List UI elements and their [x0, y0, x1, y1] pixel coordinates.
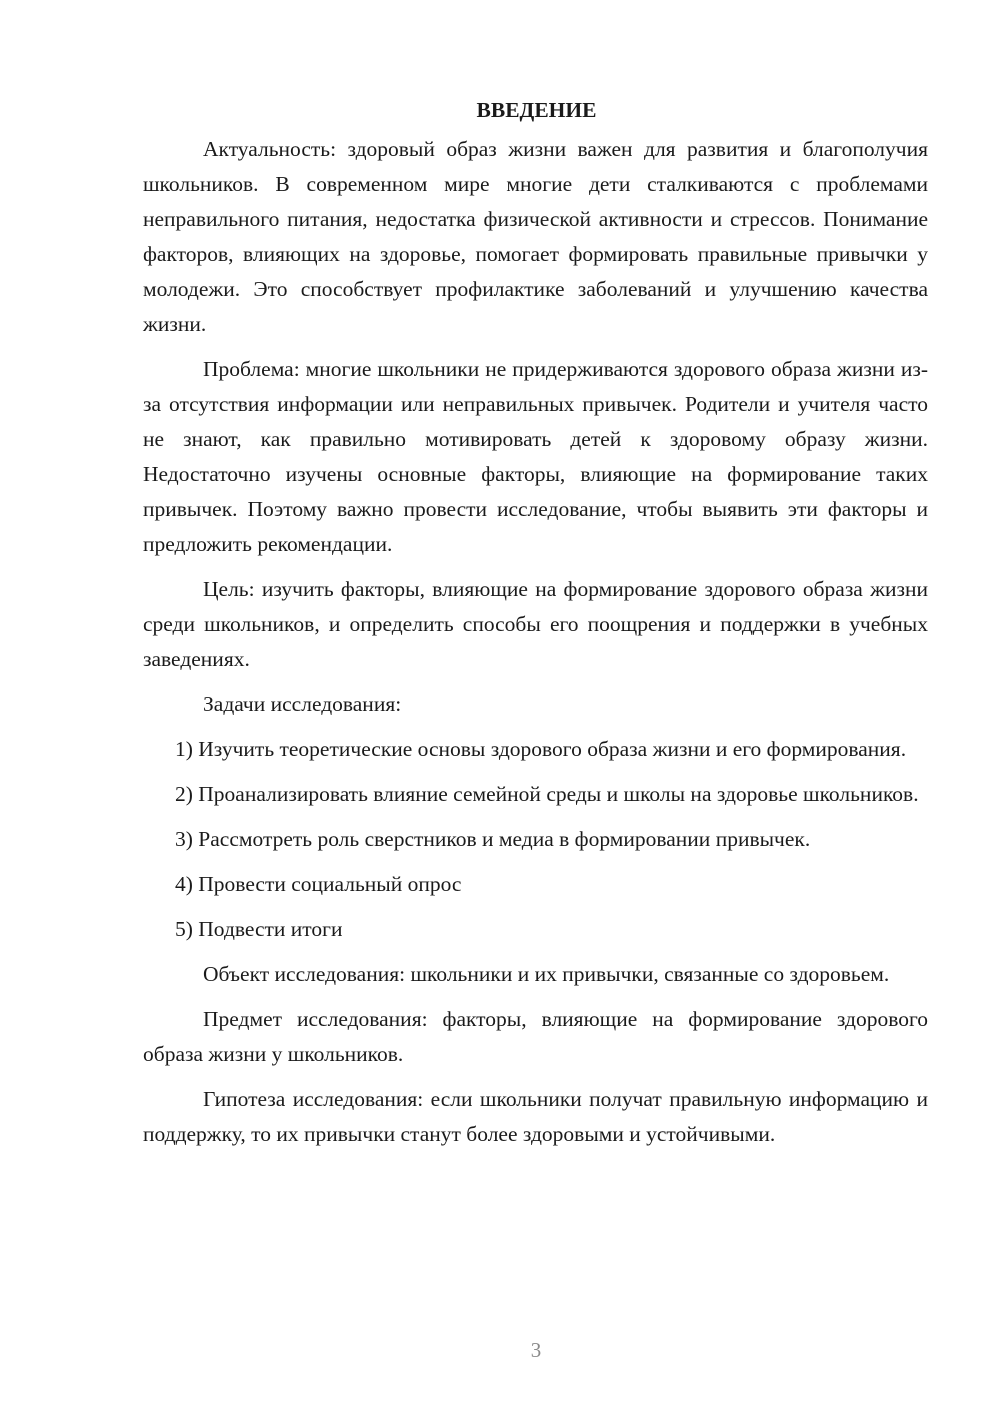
problem-paragraph: Проблема: многие школьники не придерживаются здорового образа жизни из-за отсутствия информации или неправильных привычек. Родители и учителя часто не знают, как правильно мотивировать детей к здоровому образу жизни. Недостаточно изучены основные факторы, влияющие на формирование таких привычек. Поэтому важно провести исследование, чтобы выявить эти факторы и предложить рекомендации. — [143, 357, 928, 556]
hypothesis-paragraph: Гипотеза исследования: если школьники получат правильную информацию и поддержку, то их привычки станут более здоровыми и устойчивыми. — [143, 1087, 928, 1146]
task-item-4: 4) Провести социальный опрос — [175, 872, 462, 896]
task-item-5: 5) Подвести итоги — [175, 917, 343, 941]
object-paragraph: Объект исследования: школьники и их привычки, связанные со здоровьем. — [203, 962, 890, 986]
tasks-heading: Задачи исследования: — [203, 692, 402, 716]
page-number: 3 — [530, 1338, 542, 1362]
relevance-paragraph: Актуальность: здоровый образ жизни важен для развития и благополучия школьников. В современном мире многие дети сталкиваются с проблемами неправильного питания, недостатка физической активности и стрессов. Понимание факторов, влияющих на здоровье, помогает формировать правильные привычки у молодежи. Это способствует профилактике заболеваний и улучшению качества жизни. — [143, 137, 928, 336]
task-item-2: 2) Проанализировать влияние семейной среды и школы на здоровье школьников. — [175, 782, 919, 806]
section-title: ВВЕДЕНИЕ — [476, 98, 597, 122]
task-item-3: 3) Рассмотреть роль сверстников и медиа в формировании привычек. — [175, 827, 811, 851]
goal-paragraph: Цель: изучить факторы, влияющие на формирование здорового образа жизни среди школьников, и определить способы его поощрения и поддержки в учебных заведениях. — [143, 577, 928, 671]
task-item-1: 1) Изучить теоретические основы здорового образа жизни и его формирования. — [175, 737, 907, 761]
page-content — [143, 93, 928, 1162]
subject-paragraph: Предмет исследования: факторы, влияющие на формирование здорового образа жизни у школьников. — [143, 1007, 928, 1066]
